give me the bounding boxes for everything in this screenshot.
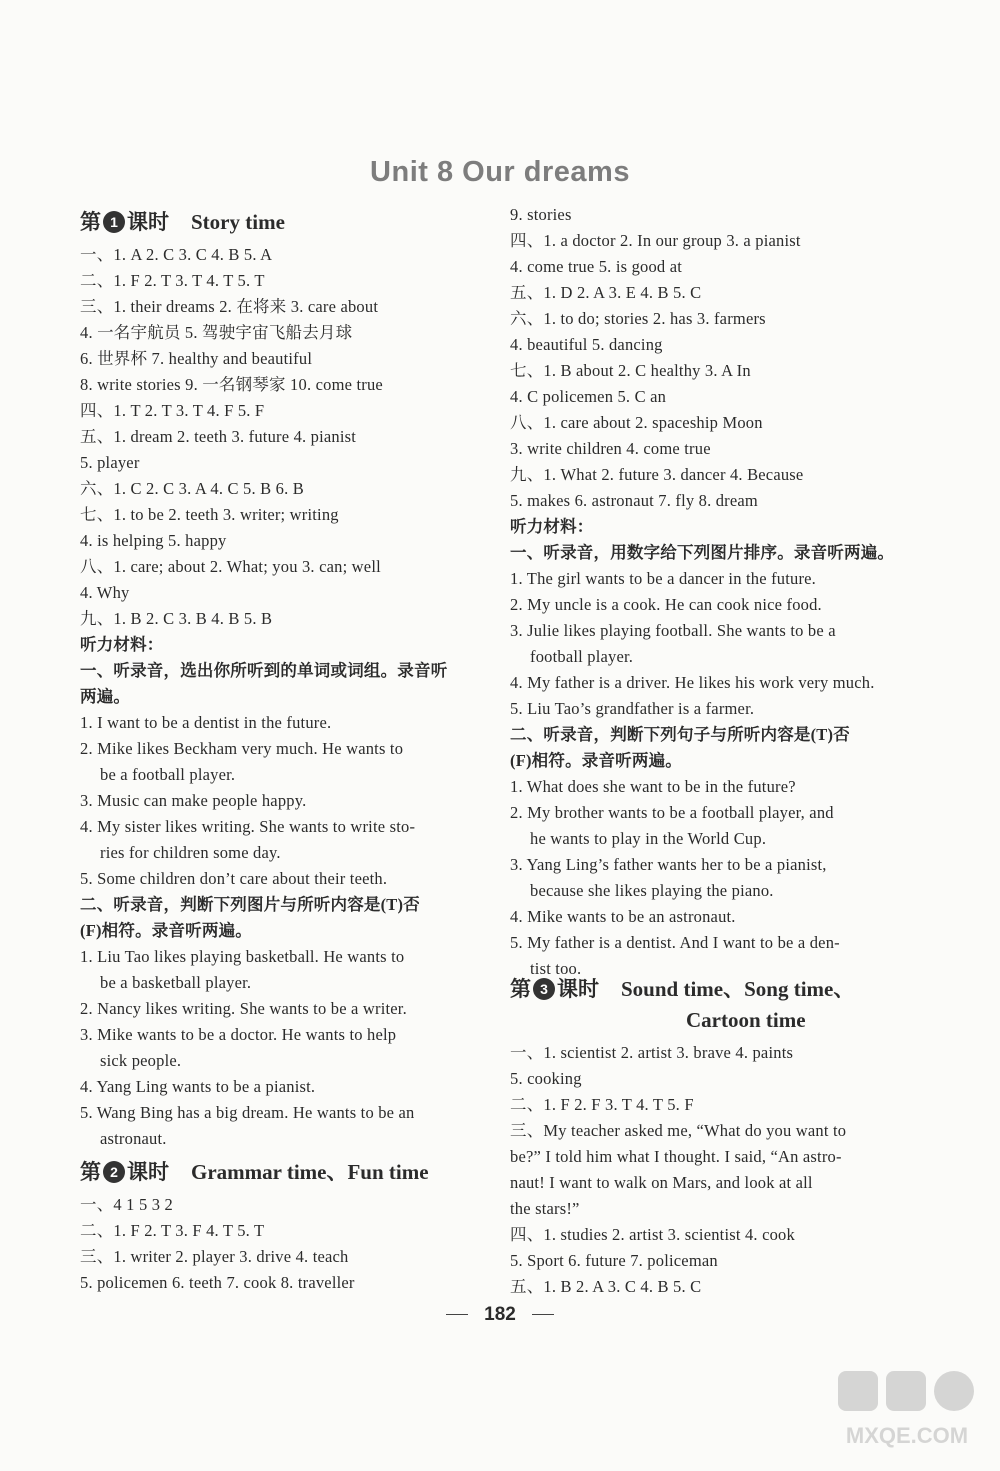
answer-line: 七、1. to be 2. teeth 3. writer; writing: [80, 505, 339, 524]
answer-line: 5. cooking: [510, 1069, 582, 1088]
answer-line: football player.: [530, 647, 634, 666]
lesson-title: Sound time、Song time、: [621, 977, 855, 1001]
page-number-text: 182: [484, 1304, 516, 1325]
answer-line: 4. come true 5. is good at: [510, 257, 682, 276]
answer-line: 4. My sister likes writing. She wants to write sto-: [80, 817, 416, 836]
answer-line: 3. Mike wants to be a doctor. He wants to help: [80, 1025, 397, 1044]
answer-line: be a basketball player.: [100, 973, 252, 992]
answer-line: 5. player: [80, 453, 140, 472]
lesson-number-badge: 1: [103, 211, 125, 233]
answer-line: 一、1. scientist 2. artist 3. brave 4. paints: [510, 1043, 794, 1062]
answer-line: 1. The girl wants to be a dancer in the future.: [510, 569, 816, 588]
answer-line: ries for children some day.: [100, 843, 281, 862]
lesson-title-cont: Cartoon time: [686, 1008, 806, 1032]
answer-line: 四、1. T 2. T 3. T 4. F 5. F: [80, 401, 265, 420]
answer-line: 八、1. care; about 2. What; you 3. can; well: [80, 557, 381, 576]
answer-line: the stars!”: [510, 1199, 580, 1218]
section-label: (F)相符。录音听两遍。: [510, 751, 682, 770]
page-dash-right: [532, 1314, 554, 1316]
answer-line: 二、1. F 2. T 3. F 4. T 5. T: [80, 1221, 265, 1240]
answer-line: 六、1. to do; stories 2. has 3. farmers: [510, 309, 766, 328]
answer-line: 2. My uncle is a cook. He can cook nice food.: [510, 595, 822, 614]
lesson-heading: [510, 975, 854, 1003]
answer-line: 2. Mike likes Beckham very much. He wants to: [80, 739, 404, 758]
answer-line: 二、1. F 2. F 3. T 4. T 5. F: [510, 1095, 694, 1114]
answer-line: 5. policemen 6. teeth 7. cook 8. traveller: [80, 1273, 355, 1292]
answer-line: 六、1. C 2. C 3. A 4. C 5. B 6. B: [80, 479, 304, 498]
answer-line: 1. Liu Tao likes playing basketball. He wants to: [80, 947, 405, 966]
lesson-title: Grammar time、Fun time: [191, 1160, 429, 1184]
watermark-logo: [832, 1367, 982, 1457]
answer-line: 5. My father is a dentist. And I want to be a den-: [510, 933, 840, 952]
page-dash-left: [446, 1314, 468, 1316]
answer-line: 一、4 1 5 3 2: [80, 1195, 173, 1214]
answer-line: 八、1. care about 2. spaceship Moon: [510, 413, 763, 432]
answer-line: 五、1. dream 2. teeth 3. future 4. pianist: [80, 427, 357, 446]
answer-line: 九、1. What 2. future 3. dancer 4. Because: [510, 465, 804, 484]
lesson-suffix: 课时: [127, 210, 169, 234]
lesson-prefix: 第: [510, 977, 531, 1001]
answer-line: 二、1. F 2. T 3. T 4. T 5. T: [80, 271, 265, 290]
lesson-suffix: 课时: [557, 977, 599, 1001]
answer-line: 五、1. B 2. A 3. C 4. B 5. C: [510, 1277, 702, 1296]
lesson-number-badge: 2: [103, 1161, 125, 1183]
answer-line: 6. 世界杯 7. healthy and beautiful: [80, 349, 313, 368]
section-label: 一、听录音，选出你所听到的单词或词组。录音听: [80, 661, 448, 680]
answer-line: 8. write stories 9. 一名钢琴家 10. come true: [80, 375, 383, 394]
section-label: 听力材料：: [80, 635, 164, 654]
lesson-suffix: 课时: [127, 1160, 169, 1184]
lesson-prefix: 第: [80, 1160, 101, 1184]
answer-line: 三、1. their dreams 2. 在将来 3. care about: [80, 297, 379, 316]
answer-line: 5. Wang Bing has a big dream. He wants to be an: [80, 1103, 415, 1122]
answer-line: 四、1. a doctor 2. In our group 3. a pianist: [510, 231, 801, 250]
answer-line: 3. Music can make people happy.: [80, 791, 307, 810]
answer-line: tist too.: [530, 959, 582, 978]
section-label: 二、听录音，判断下列句子与所听内容是(T)否: [510, 725, 850, 744]
answer-line: 五、1. D 2. A 3. E 4. B 5. C: [510, 283, 702, 302]
section-label: 听力材料：: [510, 517, 594, 536]
answer-line: he wants to play in the World Cup.: [530, 829, 767, 848]
answer-line: 4. My father is a driver. He likes his work very much.: [510, 673, 875, 692]
section-label: (F)相符。录音听两遍。: [80, 921, 252, 940]
watermark-text: MXQE.COM: [845, 1423, 969, 1448]
lesson-heading: [80, 208, 285, 236]
answer-line: 4. beautiful 5. dancing: [510, 335, 663, 354]
answer-line: 四、1. studies 2. artist 3. scientist 4. cook: [510, 1225, 795, 1244]
answer-line: astronaut.: [100, 1129, 167, 1148]
answer-line: 9. stories: [510, 205, 572, 224]
unit-title: Unit 8 Our dreams: [370, 156, 630, 188]
answer-line: 七、1. B about 2. C healthy 3. A In: [510, 361, 751, 380]
answer-line: 1. I want to be a dentist in the future.: [80, 713, 332, 732]
answer-line: 4. C policemen 5. C an: [510, 387, 667, 406]
answer-line: 2. My brother wants to be a football player, and: [510, 803, 834, 822]
section-label: 二、听录音，判断下列图片与所听内容是(T)否: [80, 895, 420, 914]
answer-line: because she likes playing the piano.: [530, 881, 774, 900]
answer-line: 5. Liu Tao’s grandfather is a farmer.: [510, 699, 755, 718]
answer-line: 三、My teacher asked me, “What do you want to: [510, 1121, 847, 1140]
answer-line: 2. Nancy likes writing. She wants to be a writer.: [80, 999, 407, 1018]
answer-line: 三、1. writer 2. player 3. drive 4. teach: [80, 1247, 349, 1266]
lesson-prefix: 第: [80, 210, 101, 234]
answer-line: 4. is helping 5. happy: [80, 531, 227, 550]
answer-line: naut! I want to walk on Mars, and look at all: [510, 1173, 813, 1192]
answer-line: 九、1. B 2. C 3. B 4. B 5. B: [80, 609, 273, 628]
section-label: 两遍。: [80, 687, 131, 706]
answer-line: 3. write children 4. come true: [510, 439, 711, 458]
answer-line: be?” I told him what I thought. I said, “An astro-: [510, 1147, 842, 1166]
answer-line: 一、1. A 2. C 3. C 4. B 5. A: [80, 245, 273, 264]
answer-line: 5. makes 6. astronaut 7. fly 8. dream: [510, 491, 758, 510]
answer-line: 1. What does she want to be in the future?: [510, 777, 796, 796]
answer-line: sick people.: [100, 1051, 182, 1070]
answer-line: 4. Mike wants to be an astronaut.: [510, 907, 736, 926]
lesson-title: Story time: [191, 210, 285, 234]
answer-line: 5. Sport 6. future 7. policeman: [510, 1251, 718, 1270]
answer-line: 4. 一名宇航员 5. 驾驶宇宙飞船去月球: [80, 323, 353, 342]
lesson-heading: [80, 1158, 429, 1186]
answer-line: be a football player.: [100, 765, 236, 784]
answer-line: 3. Yang Ling’s father wants her to be a pianist,: [510, 855, 827, 874]
answer-line: 3. Julie likes playing football. She wants to be a: [510, 621, 836, 640]
answer-line: 4. Why: [80, 583, 130, 602]
section-label: 一、听录音，用数字给下列图片排序。录音听两遍。: [510, 543, 895, 562]
answer-line: 5. Some children don’t care about their teeth.: [80, 869, 388, 888]
page-number: [0, 1304, 1000, 1326]
answer-line: 4. Yang Ling wants to be a pianist.: [80, 1077, 316, 1096]
lesson-number-badge: 3: [533, 978, 555, 1000]
